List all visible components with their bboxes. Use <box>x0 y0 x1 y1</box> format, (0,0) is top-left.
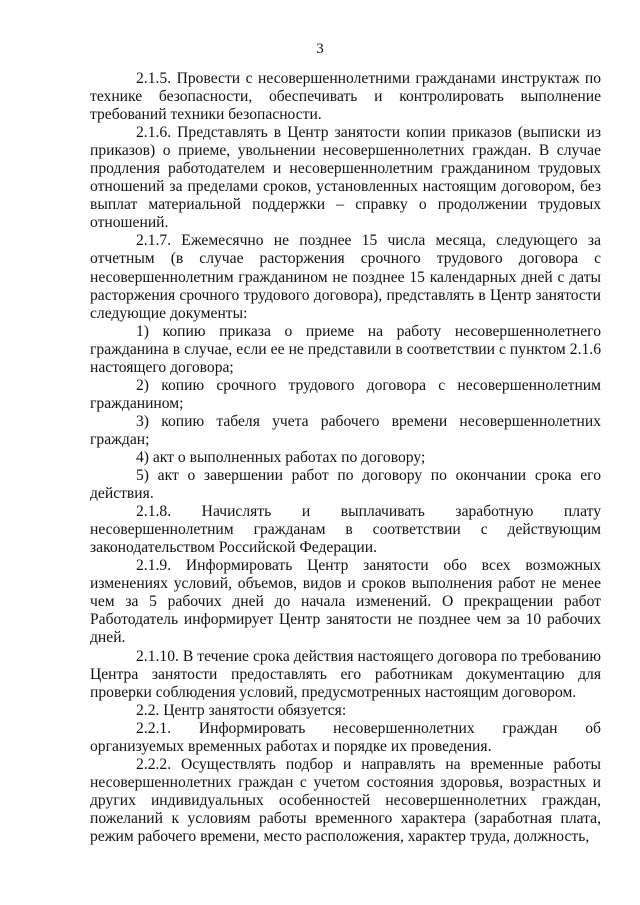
paragraph-2-1-8: 2.1.8. Начислять и выплачивать заработную плату несовершеннолетним гражданам в соответствии с действующим законодательством Российской Федерации. <box>90 503 601 557</box>
list-item-2: 2) копию срочного трудового договора с несовершеннолетним гражданином; <box>90 376 601 412</box>
list-item-5: 5) акт о завершении работ по договору по окончании срока его действия. <box>90 467 601 503</box>
paragraph-2-2-1: 2.2.1. Информировать несовершеннолетних граждан об организуемых временных работах и порядке их проведения. <box>90 719 601 755</box>
paragraph-2-1-7: 2.1.7. Ежемесячно не позднее 15 числа месяца, следующего за отчетным (в случае расторжения срочного трудового договора с несовершеннолетним гражданином не позднее 15 календарных дней с даты расторжения срочного трудового договора), представлять в Центр занятости следующие документы: <box>90 232 601 322</box>
list-item-4: 4) акт о выполненных работах по договору; <box>136 448 426 466</box>
list-item-3: 3) копию табеля учета рабочего времени несовершеннолетних граждан; <box>90 412 601 448</box>
page-number: 3 <box>316 41 324 57</box>
list-item-1: 1) копию приказа о приеме на работу несовершеннолетнего гражданина в случае, если ее не представили в соответствии с пунктом 2.1.6 настоящего договора; <box>90 322 601 376</box>
document-body <box>90 70 601 846</box>
paragraph-2-1-9: 2.1.9. Информировать Центр занятости обо всех возможных изменениях условий, объемов, видов и сроков выполнения работ не менее чем за 5 рабочих дней до начала изменений. О прекращении работ Работодатель информирует Центр занятости не позднее чем за 10 рабочих дней. <box>90 557 601 647</box>
paragraph-2-1-10: 2.1.10. В течение срока действия настоящего договора по требованию Центра занятости предоставлять его работникам документацию для проверки соблюдения условий, предусмотренных настоящим договором. <box>90 647 601 701</box>
paragraph-2-1-6: 2.1.6. Представлять в Центр занятости копии приказов (выписки из приказов) о приеме, увольнении несовершеннолетних граждан. В случае продления работодателем и несовершеннолетним гражданином трудовых отношений за пределами сроков, установленных настоящим договором, без выплат материальной поддержки – справку о продолжении трудовых отношений. <box>90 124 601 232</box>
paragraph-2-1-5: 2.1.5. Провести с несовершеннолетними гражданами инструктаж по технике безопасности, обеспечивать и контролировать выполнение требований техники безопасности. <box>90 70 601 124</box>
paragraph-2-2: 2.2. Центр занятости обязуется: <box>136 701 347 719</box>
paragraph-2-2-2: 2.2.2. Осуществлять подбор и направлять на временные работы несовершеннолетних граждан с учетом состояния здоровья, возрастных и других индивидуальных особенностей несовершеннолетних граждан, пожеланий к условиям работы временного характера (заработная плата, режим рабочего времени, место расположения, характер труда, должность, <box>90 755 601 845</box>
